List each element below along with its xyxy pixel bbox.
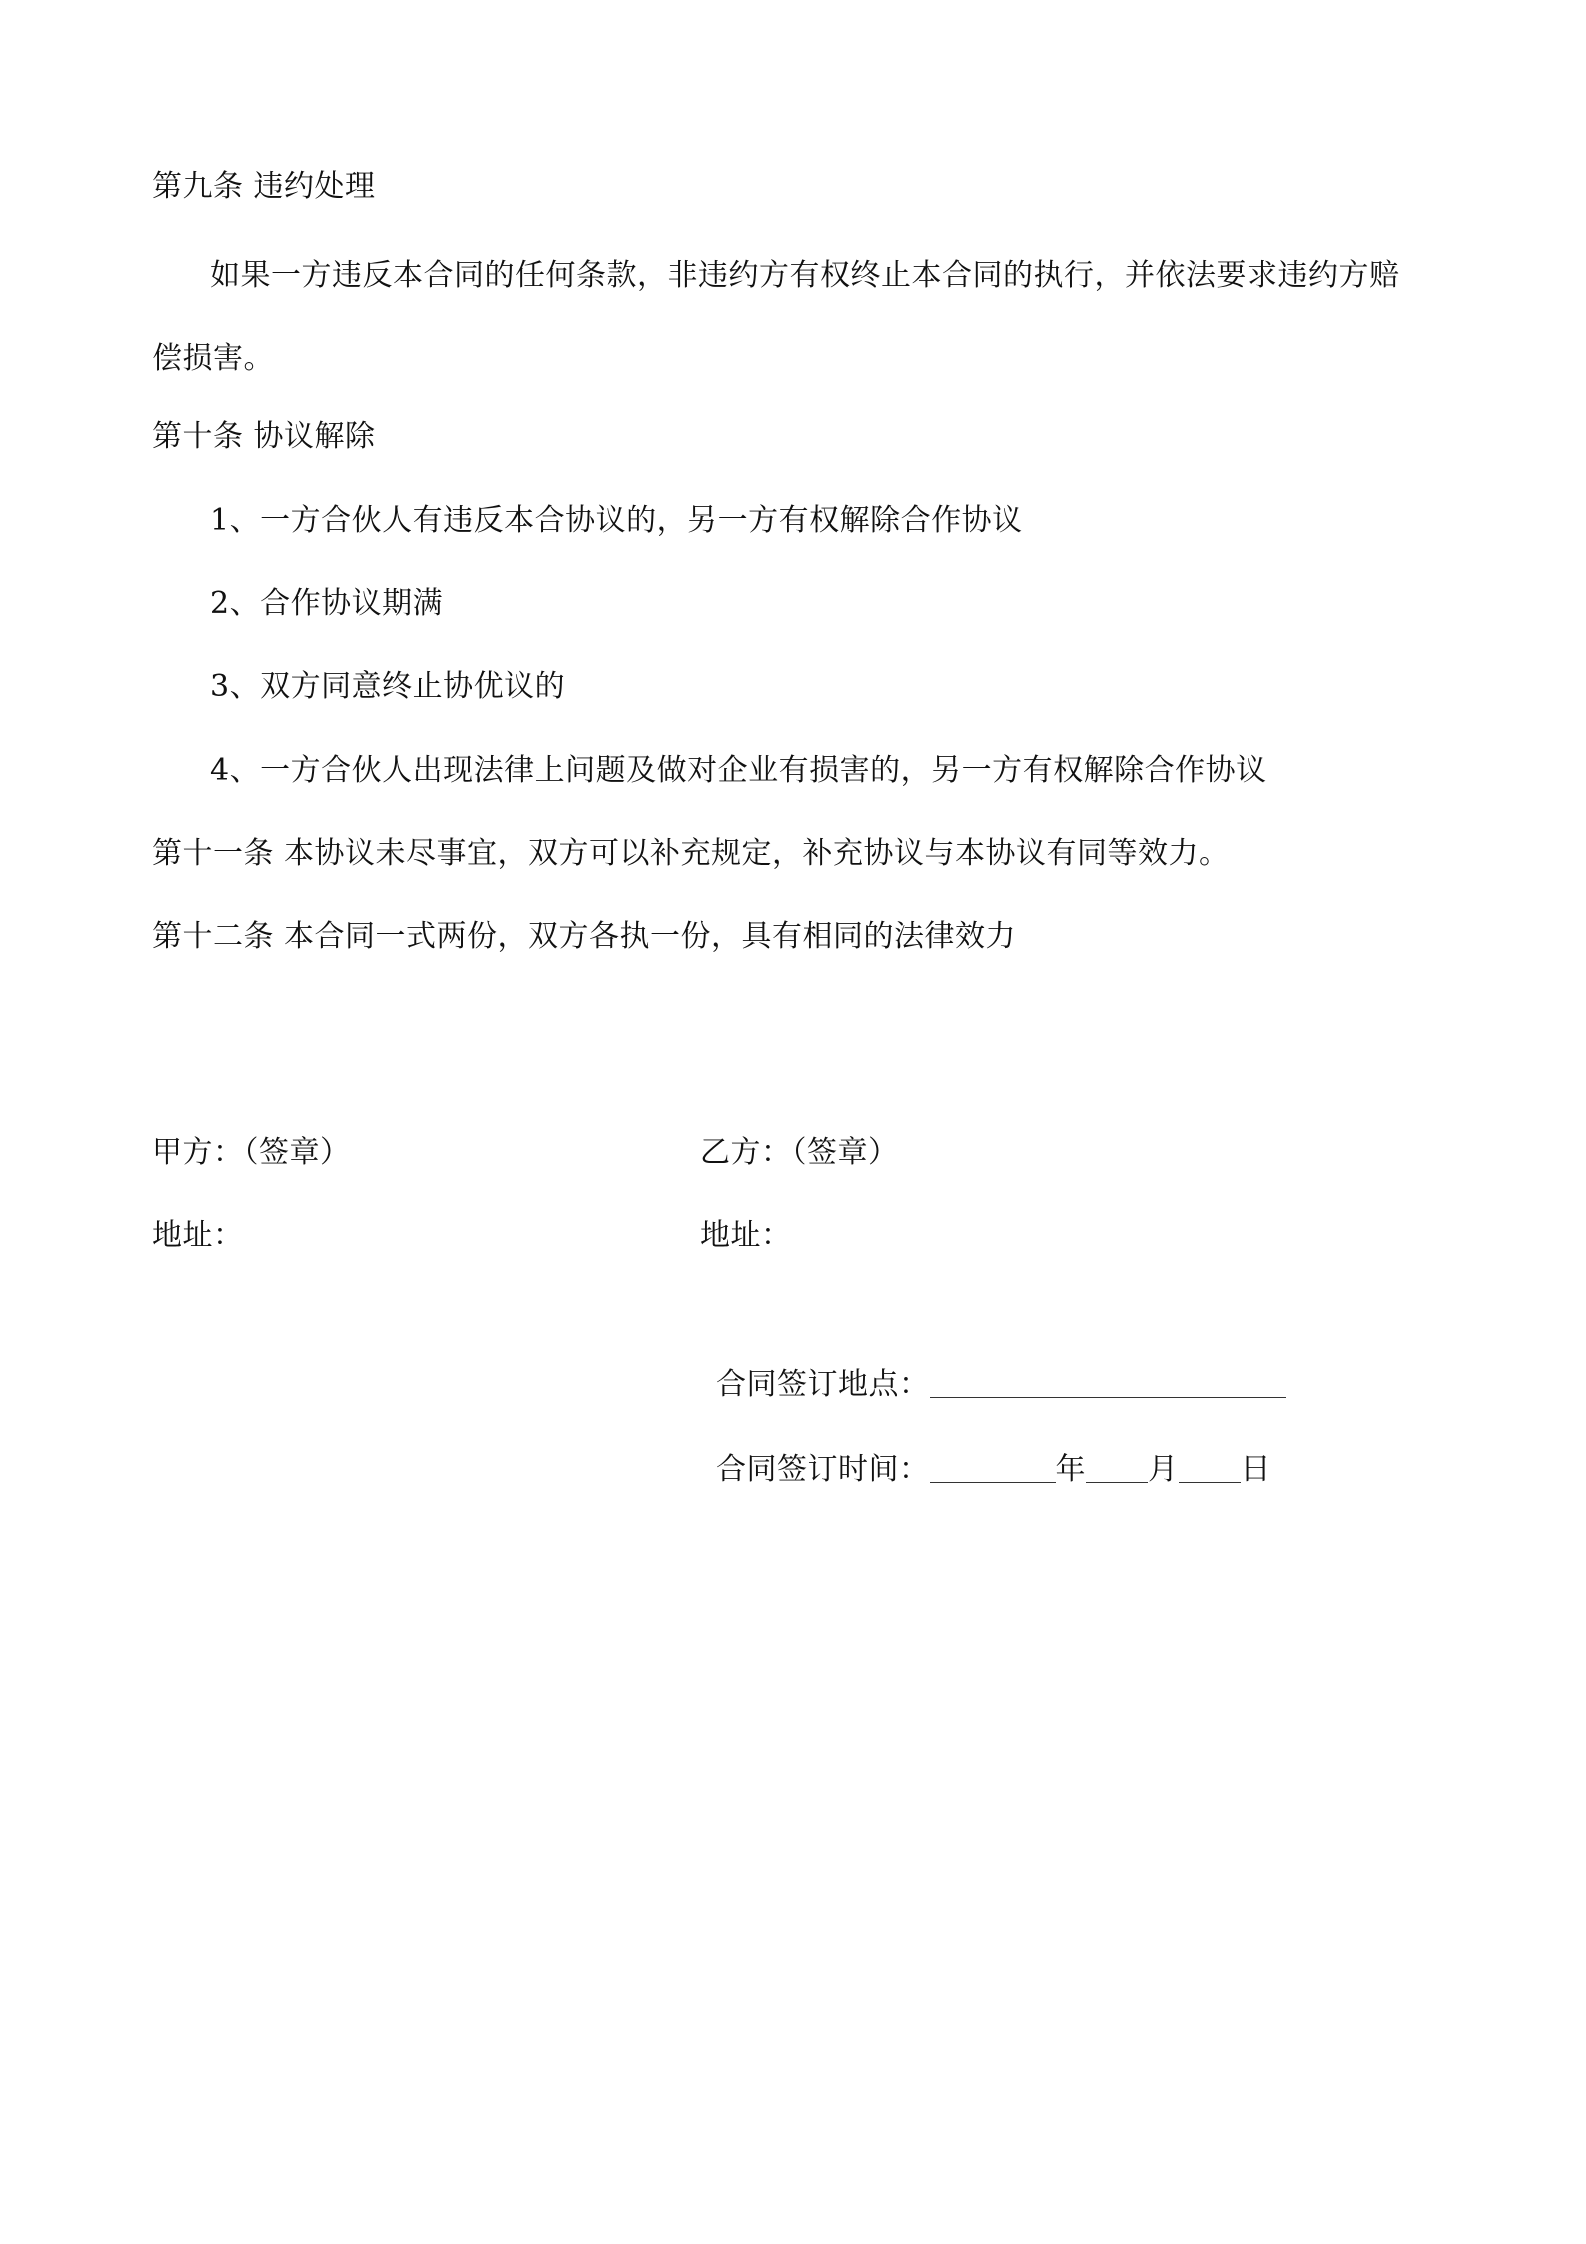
day-label: 日 [1240,1452,1271,1487]
article-10-heading: 第十条 协议解除 [152,419,376,454]
article-10-item-1 [210,501,1023,541]
article-11: 第十一条 本协议未尽事宜，双方可以补充规定，补充协议与本协议有同等效力。 [152,836,1230,871]
party-a-address-label: 地址： [152,1218,244,1253]
year-label: 年 [1055,1452,1086,1487]
signing-time-row [716,1450,1271,1490]
signing-time-label: 合同签订时间： [716,1452,930,1487]
signing-year-blank[interactable] [930,1454,1056,1483]
article-10-item-2 [210,584,443,624]
article-10-item-3 [210,667,565,707]
article-10-item-4 [210,751,1267,791]
item-number: 4 [210,753,230,788]
item-number: 3 [210,669,230,704]
article-9-body: 如果一方违反本合同的任何条款，非违约方有权终止本合同的执行，并依法要求违约方赔偿损害。 [152,258,1400,376]
item-text: 一方合伙人出现法律上问题及做对企业有损害的，另一方有权解除合作协议 [260,753,1267,788]
item-separator: 、 [229,586,261,621]
item-number: 1 [210,503,230,538]
signing-place-blank[interactable] [930,1369,1286,1398]
signing-place-row [716,1365,1286,1405]
item-text: 合作协议期满 [260,586,444,621]
item-number: 2 [210,586,230,621]
item-separator: 、 [229,669,261,704]
party-b-signature-label: 乙方：（签章） [700,1135,899,1170]
party-a-signature-label: 甲方：（签章） [152,1135,351,1170]
item-text: 双方同意终止协优议的 [260,669,566,704]
signing-place-label: 合同签订地点： [716,1367,930,1402]
item-text: 一方合伙人有违反本合协议的，另一方有权解除合作协议 [260,503,1023,538]
month-label: 月 [1148,1452,1179,1487]
item-separator: 、 [229,503,261,538]
signing-month-blank[interactable] [1086,1454,1148,1483]
party-b-address-label: 地址： [700,1218,792,1253]
article-12: 第十二条 本合同一式两份，双方各执一份，具有相同的法律效力 [152,919,1017,954]
signing-day-blank[interactable] [1179,1454,1241,1483]
article-9-heading: 第九条 违约处理 [152,169,376,204]
item-separator: 、 [229,753,261,788]
